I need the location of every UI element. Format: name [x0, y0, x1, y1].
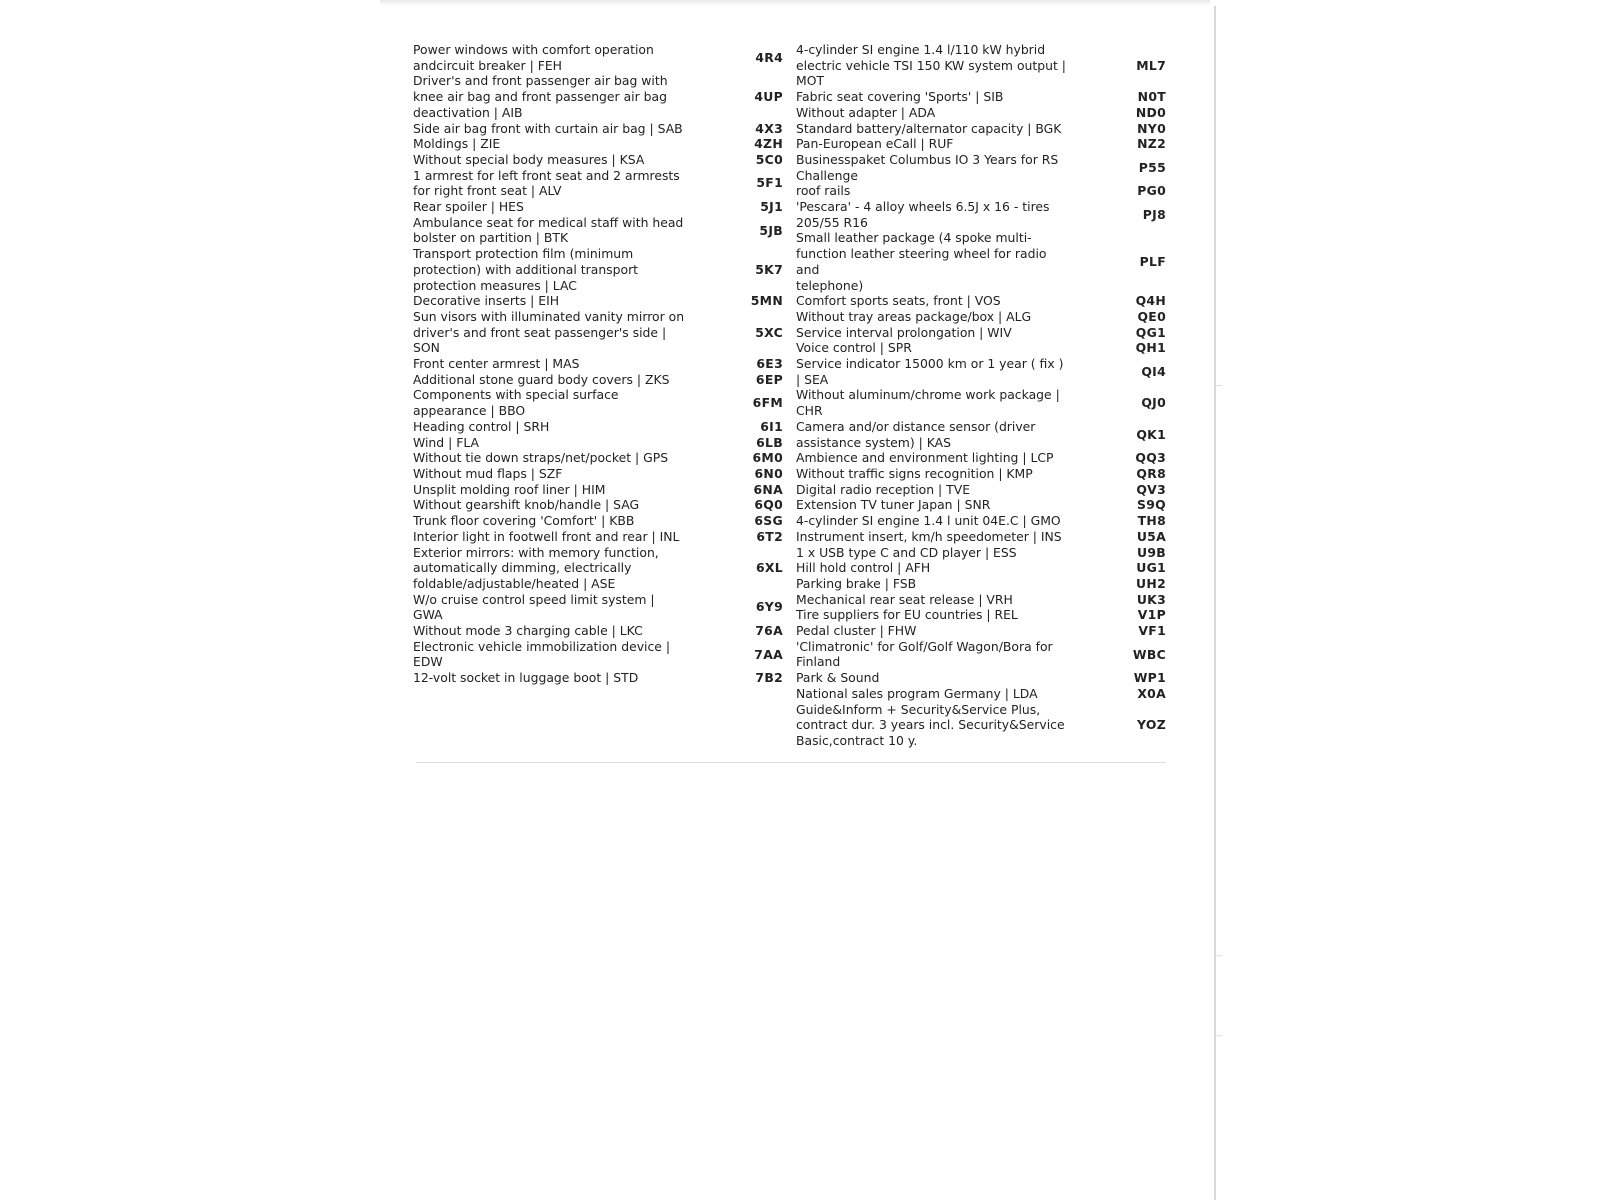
equipment-description: Park & Sound	[796, 670, 880, 686]
equipment-row	[413, 387, 783, 418]
equipment-description: Without gearshift knob/handle | SAG	[413, 497, 640, 513]
equipment-code: QQ3	[1135, 450, 1166, 466]
equipment-code: PLF	[1139, 253, 1166, 269]
equipment-code: ND0	[1135, 104, 1166, 120]
equipment-code: QJ0	[1141, 395, 1166, 411]
equipment-row	[413, 639, 783, 670]
equipment-code: 5F1	[756, 175, 783, 191]
equipment-description: Parking brake | FSB	[796, 575, 917, 591]
equipment-code: 5C0	[755, 151, 783, 167]
equipment-description: Small leather package (4 spoke multi- function leather steering wheel for radio and telephone)	[796, 230, 1047, 293]
equipment-description: W/o cruise control speed limit system | GWA	[413, 591, 655, 623]
equipment-description: Hill hold control | AFH	[796, 560, 931, 576]
equipment-row	[796, 686, 1166, 702]
equipment-description: Decorative inserts | EIH	[413, 293, 560, 309]
equipment-row	[413, 293, 783, 309]
equipment-code: 6I1	[760, 418, 783, 434]
equipment-row	[413, 435, 783, 451]
equipment-code: WP1	[1133, 670, 1166, 686]
equipment-description: Without tray areas package/box | ALG	[796, 308, 1032, 324]
equipment-row	[796, 513, 1166, 529]
equipment-row	[796, 576, 1166, 592]
equipment-row	[796, 293, 1166, 309]
equipment-description: Service interval prolongation | WIV	[796, 324, 1012, 340]
equipment-row	[796, 419, 1166, 450]
equipment-code: Q4H	[1135, 293, 1166, 309]
equipment-row	[796, 482, 1166, 498]
equipment-description: Without adapter | ADA	[796, 104, 936, 120]
equipment-code: 6T2	[756, 528, 783, 544]
equipment-row	[413, 592, 783, 623]
equipment-row	[796, 309, 1166, 325]
equipment-row	[413, 121, 783, 137]
equipment-description: Additional stone guard body covers | ZKS	[413, 371, 670, 387]
equipment-code: QR8	[1136, 465, 1166, 481]
equipment-description: Voice control | SPR	[796, 340, 912, 356]
equipment-row	[413, 356, 783, 372]
equipment-row	[796, 230, 1166, 293]
scan-right-edge	[1214, 6, 1216, 1200]
equipment-code: 5K7	[755, 261, 783, 277]
equipment-code: QH1	[1135, 340, 1166, 356]
equipment-code: ML7	[1136, 57, 1166, 73]
equipment-code: 6N0	[754, 465, 783, 481]
equipment-code: 5MN	[750, 293, 783, 309]
equipment-code: 4UP	[754, 89, 783, 105]
equipment-row	[413, 168, 783, 199]
equipment-description: 'Pescara' - 4 alloy wheels 6.5J x 16 - tires 205/55 R16	[796, 199, 1050, 230]
equipment-description: Side air bag front with curtain air bag | SAB	[413, 120, 683, 136]
equipment-code: V1P	[1137, 607, 1166, 623]
equipment-description: 4-cylinder SI engine 1.4 l/110 kW hybrid electric vehicle TSI 150 KW system output | MOT	[796, 42, 1066, 89]
equipment-description: Moldings | ZIE	[413, 136, 501, 152]
equipment-row	[796, 42, 1166, 89]
equipment-row	[413, 419, 783, 435]
equipment-code: 6EP	[755, 371, 783, 387]
equipment-row	[413, 215, 783, 246]
equipment-description: Power windows with comfort operation andcircuit breaker | FEH	[413, 42, 654, 73]
scan-top-shadow	[380, 0, 1210, 6]
equipment-row	[796, 702, 1166, 749]
equipment-description: Interior light in footwell front and rear | INL	[413, 528, 680, 544]
equipment-description: Mechanical rear seat release | VRH	[796, 591, 1013, 607]
equipment-description: roof rails	[796, 183, 851, 199]
equipment-row	[796, 545, 1166, 561]
equipment-code: 76A	[755, 623, 783, 639]
equipment-description: Exterior mirrors: with memory function, automatically dimming, electrically foldable/adjustable/heated | ASE	[413, 544, 659, 591]
equipment-description: Comfort sports seats, front | VOS	[796, 293, 1001, 309]
equipment-code: 5JB	[759, 222, 783, 238]
equipment-row	[413, 529, 783, 545]
equipment-code: 6Y9	[755, 599, 783, 615]
equipment-row	[796, 325, 1166, 341]
equipment-code: QE0	[1137, 308, 1166, 324]
equipment-code: 6XL	[756, 560, 783, 576]
equipment-description: Sun visors with illuminated vanity mirror on driver's and front seat passenger's side | SON	[413, 308, 685, 356]
equipment-description: Components with special surface appearance | BBO	[413, 387, 619, 419]
equipment-code: QG1	[1135, 324, 1166, 340]
equipment-description: Pan-European eCall | RUF	[796, 136, 954, 152]
equipment-row	[413, 545, 783, 592]
equipment-row	[796, 89, 1166, 105]
scan-edge-mark	[1216, 955, 1222, 956]
equipment-code: 6Q0	[754, 497, 783, 513]
equipment-description: Without mud flaps | SZF	[413, 465, 563, 481]
equipment-description: Wind | FLA	[413, 434, 479, 450]
equipment-description: 12-volt socket in luggage boot | STD	[413, 670, 639, 686]
equipment-row	[413, 450, 783, 466]
equipment-code: 7AA	[754, 646, 783, 662]
equipment-code: VF1	[1138, 623, 1166, 639]
equipment-code: QV3	[1136, 481, 1166, 497]
equipment-row	[413, 246, 783, 293]
scan-edge-mark	[1216, 1035, 1222, 1036]
equipment-row	[796, 670, 1166, 686]
equipment-code: 6NA	[753, 481, 783, 497]
equipment-description: National sales program Germany | LDA	[796, 685, 1038, 701]
equipment-description: 1 armrest for left front seat and 2 armrests for right front seat | ALV	[413, 167, 680, 199]
equipment-row	[796, 152, 1166, 183]
equipment-row	[413, 466, 783, 482]
equipment-code: 4X3	[755, 120, 783, 136]
equipment-row	[796, 136, 1166, 152]
equipment-row	[796, 356, 1166, 387]
equipment-row	[796, 450, 1166, 466]
equipment-row	[796, 607, 1166, 623]
equipment-code: QI4	[1141, 363, 1166, 379]
equipment-code: S9Q	[1137, 497, 1166, 513]
equipment-row	[796, 639, 1166, 670]
equipment-row	[796, 340, 1166, 356]
equipment-row	[413, 73, 783, 120]
equipment-row	[796, 466, 1166, 482]
equipment-description: Without mode 3 charging cable | LKC	[413, 623, 643, 639]
equipment-description: Businesspaket Columbus IO 3 Years for RS Challenge	[796, 151, 1059, 183]
equipment-code: UG1	[1136, 560, 1166, 576]
equipment-code: 7B2	[755, 670, 783, 686]
equipment-row	[796, 105, 1166, 121]
equipment-description: Without special body measures | KSA	[413, 151, 645, 167]
equipment-row	[413, 497, 783, 513]
equipment-description: Trunk floor covering 'Comfort' | KBB	[413, 513, 635, 529]
equipment-code: UH2	[1136, 575, 1166, 591]
equipment-row	[796, 199, 1166, 230]
equipment-description: 1 x USB type C and CD player | ESS	[796, 544, 1017, 560]
equipment-description: Digital radio reception | TVE	[796, 481, 971, 497]
equipment-code: PG0	[1137, 183, 1166, 199]
equipment-code: QK1	[1136, 426, 1166, 442]
equipment-code: 4R4	[755, 49, 783, 65]
bottom-divider	[416, 762, 1166, 763]
equipment-code: 6SG	[754, 513, 783, 529]
equipment-description: Pedal cluster | FHW	[796, 623, 917, 639]
equipment-code: P55	[1138, 159, 1166, 175]
scan-edge-mark	[1216, 385, 1222, 386]
equipment-description: Ambulance seat for medical staff with head bolster on partition | BTK	[413, 214, 684, 246]
equipment-code: U5A	[1136, 528, 1166, 544]
equipment-row	[413, 670, 783, 686]
equipment-row	[413, 136, 783, 152]
equipment-description: Unsplit molding roof liner | HIM	[413, 481, 606, 497]
equipment-description: Instrument insert, km/h speedometer | INS	[796, 528, 1062, 544]
equipment-code: NY0	[1137, 120, 1166, 136]
equipment-code: 6E3	[756, 356, 783, 372]
equipment-code: 5J1	[760, 199, 783, 215]
equipment-description: Rear spoiler | HES	[413, 199, 524, 215]
equipment-description: 'Climatronic' for Golf/Golf Wagon/Bora for Finland	[796, 638, 1053, 670]
equipment-code: UK3	[1136, 591, 1166, 607]
equipment-list-left	[413, 42, 783, 686]
equipment-row	[413, 513, 783, 529]
equipment-description: Front center armrest | MAS	[413, 356, 580, 372]
equipment-description: Camera and/or distance sensor (driver assistance system) | KAS	[796, 418, 1036, 450]
equipment-description: Guide&Inform + Security&Service Plus, contract dur. 3 years incl. Security&Service Basic,contract 10 y.	[796, 701, 1065, 748]
equipment-code: 4ZH	[754, 136, 783, 152]
equipment-code: 6M0	[752, 450, 783, 466]
equipment-code: 5XC	[755, 324, 783, 340]
equipment-code: U9B	[1136, 544, 1166, 560]
equipment-description: Without tie down straps/net/pocket | GPS	[413, 450, 669, 466]
equipment-description: Extension TV tuner Japan | SNR	[796, 497, 991, 513]
equipment-description: Tire suppliers for EU countries | REL	[796, 607, 1018, 623]
equipment-description: Without aluminum/chrome work package | CHR	[796, 387, 1060, 419]
equipment-code: N0T	[1137, 89, 1166, 105]
equipment-description: Fabric seat covering 'Sports' | SIB	[796, 89, 1004, 105]
equipment-description: Electronic vehicle immobilization device | EDW	[413, 638, 671, 670]
equipment-row	[413, 372, 783, 388]
equipment-row	[413, 623, 783, 639]
equipment-description: Ambience and environment lighting | LCP	[796, 450, 1054, 466]
equipment-code: NZ2	[1137, 136, 1166, 152]
equipment-row	[796, 560, 1166, 576]
equipment-code: X0A	[1137, 685, 1166, 701]
equipment-description: Transport protection film (minimum protection) with additional transport protection measures | LAC	[413, 246, 639, 293]
equipment-row	[796, 592, 1166, 608]
equipment-row	[796, 529, 1166, 545]
equipment-row	[413, 482, 783, 498]
equipment-description: Service indicator 15000 km or 1 year ( fix ) | SEA	[796, 356, 1064, 387]
equipment-description: Driver's and front passenger air bag with knee air bag and front passenger air bag deactivation | AIB	[413, 73, 668, 120]
equipment-description: Heading control | SRH	[413, 418, 550, 434]
equipment-row	[413, 199, 783, 215]
equipment-row	[413, 152, 783, 168]
equipment-row	[796, 387, 1166, 418]
equipment-code: TH8	[1137, 513, 1166, 529]
equipment-row	[796, 183, 1166, 199]
equipment-row	[796, 623, 1166, 639]
equipment-code: WBC	[1132, 646, 1166, 662]
equipment-description: Without traffic signs recognition | KMP	[796, 465, 1033, 481]
equipment-row	[796, 121, 1166, 137]
equipment-row	[413, 309, 783, 356]
equipment-code: 6FM	[752, 395, 783, 411]
equipment-description: 4-cylinder SI engine 1.4 l unit 04E.C | GMO	[796, 513, 1061, 529]
equipment-row	[413, 42, 783, 73]
equipment-description: Standard battery/alternator capacity | BGK	[796, 120, 1062, 136]
equipment-code: 6LB	[756, 434, 783, 450]
equipment-code: PJ8	[1142, 206, 1166, 222]
equipment-list-right	[796, 42, 1166, 749]
equipment-code: YOZ	[1137, 717, 1166, 733]
equipment-row	[796, 497, 1166, 513]
